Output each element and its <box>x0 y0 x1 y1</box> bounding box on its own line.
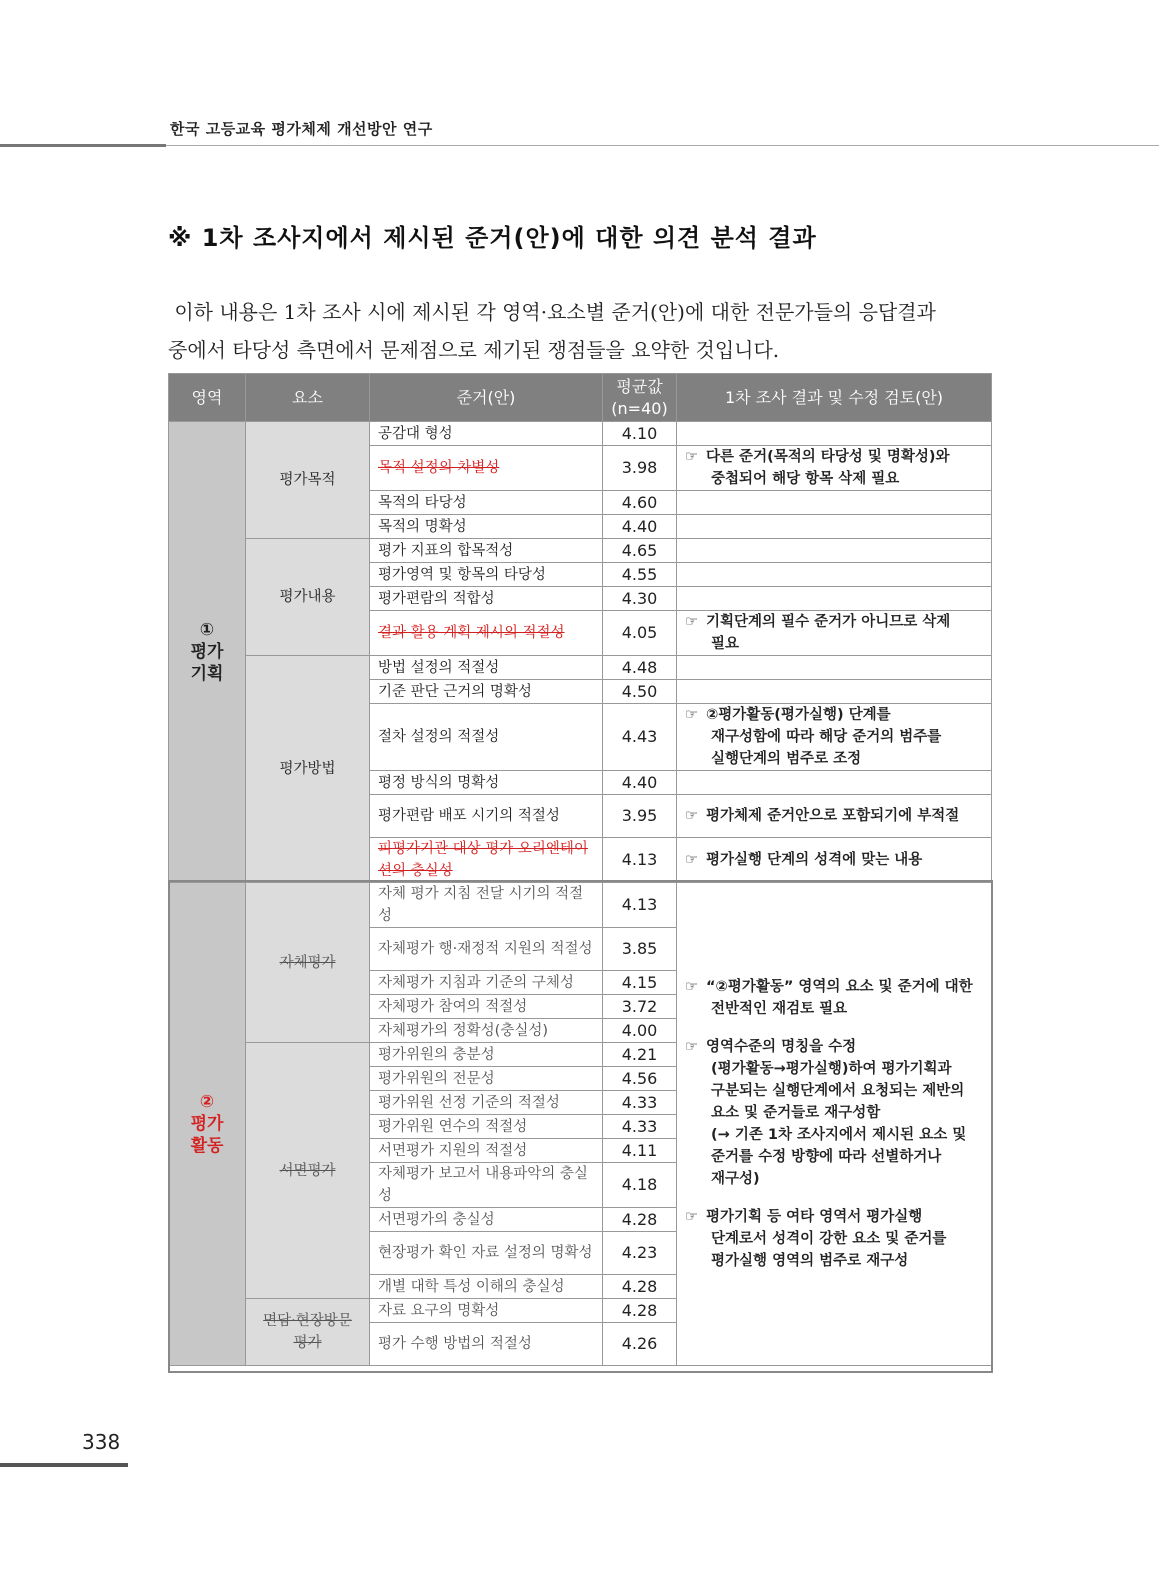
pointing-hand-icon: ☞ <box>685 979 698 995</box>
header-element: 요소 <box>246 374 370 422</box>
mean-cell: 4.40 <box>603 771 677 795</box>
criterion-cell: 평가위원의 충분성 <box>370 1043 603 1067</box>
header-criterion: 준거(안) <box>370 374 603 422</box>
review-cell <box>677 491 992 515</box>
intro-line-1: 이하 내용은 1차 조사 시에 제시된 각 영역·요소별 준거(안)에 대한 전문가들의 응답결과 <box>174 300 936 324</box>
pointing-hand-icon: ☞ <box>685 852 698 868</box>
intro-line-2: 중에서 타당성 측면에서 문제점으로 제기된 쟁점들을 요약한 것입니다. <box>168 338 780 362</box>
mean-cell: 4.50 <box>603 680 677 704</box>
criterion-cell: 피평가기관 대상 평가 오리엔테이션의 충실성 <box>370 838 603 883</box>
criterion-cell: 절차 설정의 적절성 <box>370 704 603 771</box>
review-cell <box>677 587 992 611</box>
review-note: ☞ 기획단계의 필수 준거가 아니므로 삭제 필요 <box>677 611 992 656</box>
criterion-cell: 서면평가의 충실성 <box>370 1208 603 1232</box>
section-title: ※ 1차 조사지에서 제시된 준거(안)에 대한 의견 분석 결과 <box>168 224 817 252</box>
table-row <box>169 656 992 680</box>
area-activity: ② 평가 활동 <box>169 883 246 1366</box>
pointing-hand-icon: ☞ <box>685 449 698 465</box>
element-method: 평가방법 <box>246 656 370 883</box>
mean-cell: 4.28 <box>603 1299 677 1323</box>
header-rule-light <box>166 145 1159 146</box>
page-number: 338 <box>82 1430 121 1454</box>
pointing-hand-icon: ☞ <box>685 808 698 824</box>
header-rule-dark <box>0 144 166 147</box>
criterion-cell: 평가편람 배포 시기의 적절성 <box>370 795 603 838</box>
mean-cell: 3.98 <box>603 446 677 491</box>
mean-cell: 4.05 <box>603 611 677 656</box>
criterion-cell: 방법 설정의 적절성 <box>370 656 603 680</box>
criterion-cell: 목적 설정의 차별성 <box>370 446 603 491</box>
mean-cell: 4.13 <box>603 838 677 883</box>
element-document-evaluation: 서면평가 <box>246 1043 370 1299</box>
mean-cell: 4.30 <box>603 587 677 611</box>
running-header: 한국 고등교육 평가체제 개선방안 연구 <box>170 120 433 138</box>
criterion-cell: 결과 활용 계획 제시의 적절성 <box>370 611 603 656</box>
mean-cell: 4.00 <box>603 1019 677 1043</box>
intro-paragraph <box>168 293 998 369</box>
criterion-cell: 자체평가 행·재정적 지원의 적절성 <box>370 928 603 971</box>
pointing-hand-icon: ☞ <box>685 1039 698 1055</box>
mean-cell: 4.65 <box>603 539 677 563</box>
review-cell <box>677 515 992 539</box>
criterion-cell: 자체평가 보고서 내용파악의 충실성 <box>370 1163 603 1208</box>
element-content: 평가내용 <box>246 539 370 656</box>
criterion-cell: 기준 판단 근거의 명확성 <box>370 680 603 704</box>
header-mean: 평균값 (n=40) <box>603 374 677 422</box>
mean-cell: 4.43 <box>603 704 677 771</box>
mean-cell: 4.33 <box>603 1115 677 1139</box>
mean-cell: 4.15 <box>603 971 677 995</box>
mean-cell: 4.33 <box>603 1091 677 1115</box>
mean-cell: 4.28 <box>603 1208 677 1232</box>
mean-cell: 4.55 <box>603 563 677 587</box>
table-row <box>169 422 992 446</box>
footer-rule <box>0 1463 128 1467</box>
mean-cell: 4.10 <box>603 422 677 446</box>
mean-cell: 4.40 <box>603 515 677 539</box>
mean-cell: 3.72 <box>603 995 677 1019</box>
review-cell <box>677 539 992 563</box>
criterion-cell: 자체 평가 지침 전달 시기의 적절성 <box>370 883 603 928</box>
mean-cell: 3.95 <box>603 795 677 838</box>
table-row <box>169 539 992 563</box>
mean-cell: 3.85 <box>603 928 677 971</box>
review-cell <box>677 422 992 446</box>
mean-cell: 4.21 <box>603 1043 677 1067</box>
pointing-hand-icon: ☞ <box>685 614 698 630</box>
mean-cell: 4.18 <box>603 1163 677 1208</box>
criterion-cell: 평가위원 선정 기준의 적절성 <box>370 1091 603 1115</box>
element-purpose: 평가목적 <box>246 422 370 539</box>
criterion-cell: 개별 대학 특성 이해의 충실성 <box>370 1275 603 1299</box>
criterion-cell: 서면평가 지원의 적절성 <box>370 1139 603 1163</box>
review-cell <box>677 680 992 704</box>
criterion-cell: 평가편람의 적합성 <box>370 587 603 611</box>
mean-cell: 4.60 <box>603 491 677 515</box>
table-header-row <box>169 374 992 422</box>
criterion-cell: 목적의 명확성 <box>370 515 603 539</box>
review-cell <box>677 656 992 680</box>
review-note: ☞ ②평가활동(평가실행) 단계를 재구성함에 따라 해당 준거의 범주를 실행단계의 범주로 조정 <box>677 704 992 771</box>
criteria-table <box>168 373 992 1366</box>
pointing-hand-icon: ☞ <box>685 1209 698 1225</box>
pointing-hand-icon: ☞ <box>685 707 698 723</box>
review-note: ☞ 평가실행 단계의 성격에 맞는 내용 <box>677 838 992 883</box>
criterion-cell: 자체평가 지침과 기준의 구체성 <box>370 971 603 995</box>
header-area: 영역 <box>169 374 246 422</box>
mean-cell: 4.26 <box>603 1323 677 1366</box>
header-review: 1차 조사 결과 및 수정 검토(안) <box>677 374 992 422</box>
criterion-cell: 평정 방식의 명확성 <box>370 771 603 795</box>
review-note-area2: ☞ “②평가활동” 영역의 요소 및 준거에 대한 전반적인 재검토 필요 ☞ 영역수준의 명칭을 수정 (평가활동→평가실행)하여 평가기획과 구분되는 실행단계에서 요청되는 제반의 요소 및 준거들로 재구성함 (→ 기존 1차 조사지에서 제시된 요소 및 준거를 수정 방향에 따라 선별하거나 재구성) ☞ 평가기획 등 여타 영역서 평가실행 단계로서 성격이 강한 요소 및 준거를 평가실행 영역의 범주로 재구성 <box>677 883 992 1366</box>
criterion-cell: 평가 지표의 합목적성 <box>370 539 603 563</box>
review-cell <box>677 771 992 795</box>
review-note: ☞ 다른 준거(목적의 타당성 및 명확성)와 중첩되어 해당 항목 삭제 필요 <box>677 446 992 491</box>
element-self-evaluation: 자체평가 <box>246 883 370 1043</box>
review-note: ☞ 평가체제 준거안으로 포함되기에 부적절 <box>677 795 992 838</box>
mean-cell: 4.48 <box>603 656 677 680</box>
mean-cell: 4.23 <box>603 1232 677 1275</box>
criterion-cell: 목적의 타당성 <box>370 491 603 515</box>
mean-cell: 4.11 <box>603 1139 677 1163</box>
criterion-cell: 자체평가 참여의 적절성 <box>370 995 603 1019</box>
mean-cell: 4.28 <box>603 1275 677 1299</box>
criterion-cell: 자료 요구의 명확성 <box>370 1299 603 1323</box>
table-row <box>169 883 992 928</box>
criterion-cell: 평가 수행 방법의 적절성 <box>370 1323 603 1366</box>
criterion-cell: 공감대 형성 <box>370 422 603 446</box>
area-planning: ① 평가 기획 <box>169 422 246 883</box>
element-interview-site-visit: 면담·현장방문 평가 <box>246 1299 370 1366</box>
mean-cell: 4.13 <box>603 883 677 928</box>
mean-cell: 4.56 <box>603 1067 677 1091</box>
criterion-cell: 자체평가의 정확성(충실성) <box>370 1019 603 1043</box>
review-cell <box>677 563 992 587</box>
criterion-cell: 평가위원의 전문성 <box>370 1067 603 1091</box>
criterion-cell: 평가위원 연수의 적절성 <box>370 1115 603 1139</box>
criterion-cell: 현장평가 확인 자료 설정의 명확성 <box>370 1232 603 1275</box>
criterion-cell: 평가영역 및 항목의 타당성 <box>370 563 603 587</box>
